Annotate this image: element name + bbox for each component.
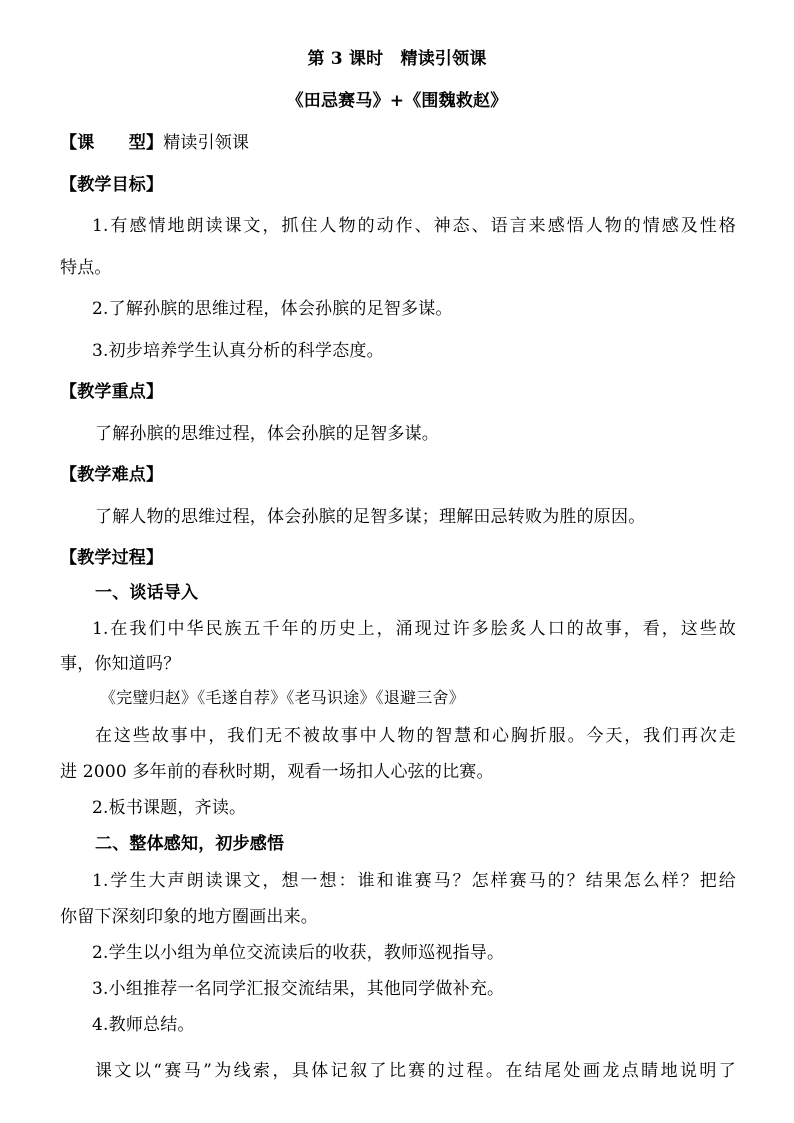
goal-3: 3.初步培养学生认真分析的科学态度。 [92, 341, 384, 361]
section-1-para-2-line-2: 进 2000 多年前的春秋时期，观看一场扣人心弦的比赛。 [60, 762, 494, 782]
section-1-para-3: 2.板书课题，齐读。 [92, 798, 247, 818]
goal-1-line-1: 1.有感情地朗读课文，抓住人物的动作、神态、语言来感悟人物的情感及性格 [92, 216, 736, 236]
difficult-points-heading: 【教学难点】 [60, 465, 164, 485]
lesson-title: 第 3 课时 精读引领课 [307, 49, 487, 69]
section-2-heading: 二、整体感知，初步感悟 [95, 834, 285, 854]
lesson-subtitle: 《田忌赛马》+《围魏救赵》 [286, 91, 508, 111]
key-points-text: 了解孙膑的思维过程，体会孙膑的足智多谋。 [95, 424, 439, 444]
section-1-stories: 《完璧归赵》《毛遂自荐》《老马识途》《退避三舍》 [100, 688, 465, 707]
goal-1-line-2: 特点。 [60, 258, 112, 278]
section-1-heading: 一、谈话导入 [95, 583, 199, 603]
lesson-type-value: 精读引领课 [163, 133, 250, 153]
lesson-type-label: 【课 型】 [60, 133, 164, 153]
section-2-para-4: 4.教师总结。 [92, 1015, 195, 1035]
section-2-para-2: 2.学生以小组为单位交流读后的收获，教师巡视指导。 [92, 943, 505, 963]
section-1-para-1-line-1: 1.在我们中华民族五千年的历史上，涌现过许多脍炙人口的故事，看，这些故 [92, 619, 736, 639]
section-2-para-1-line-1: 1.学生大声朗读课文，想一想：谁和谁赛马？怎样赛马的？结果怎么样？把给 [92, 871, 736, 891]
goal-2: 2.了解孙膑的思维过程，体会孙膑的足智多谋。 [92, 299, 453, 319]
goals-heading: 【教学目标】 [60, 175, 164, 195]
section-2-para-3: 3.小组推荐一名同学汇报交流结果，其他同学做补充。 [92, 979, 505, 999]
section-1-para-1-line-2: 事，你知道吗？ [60, 654, 181, 674]
section-2-para-1-line-2: 你留下深刻印象的地方圈画出来。 [60, 907, 318, 927]
lesson-type-row [60, 131, 738, 155]
process-heading: 【教学过程】 [60, 548, 164, 568]
section-2-para-5-line-1: 课文以“赛马”为线索，具体记叙了比赛的过程。在结尾处画龙点睛地说明了 [95, 1061, 736, 1081]
section-1-para-2-line-1: 在这些故事中，我们无不被故事中人物的智慧和心胸折服。今天，我们再次走 [95, 726, 736, 746]
key-points-heading: 【教学重点】 [60, 382, 164, 402]
difficult-points-text: 了解人物的思维过程，体会孙膑的足智多谋；理解田忌转败为胜的原因。 [95, 507, 646, 527]
